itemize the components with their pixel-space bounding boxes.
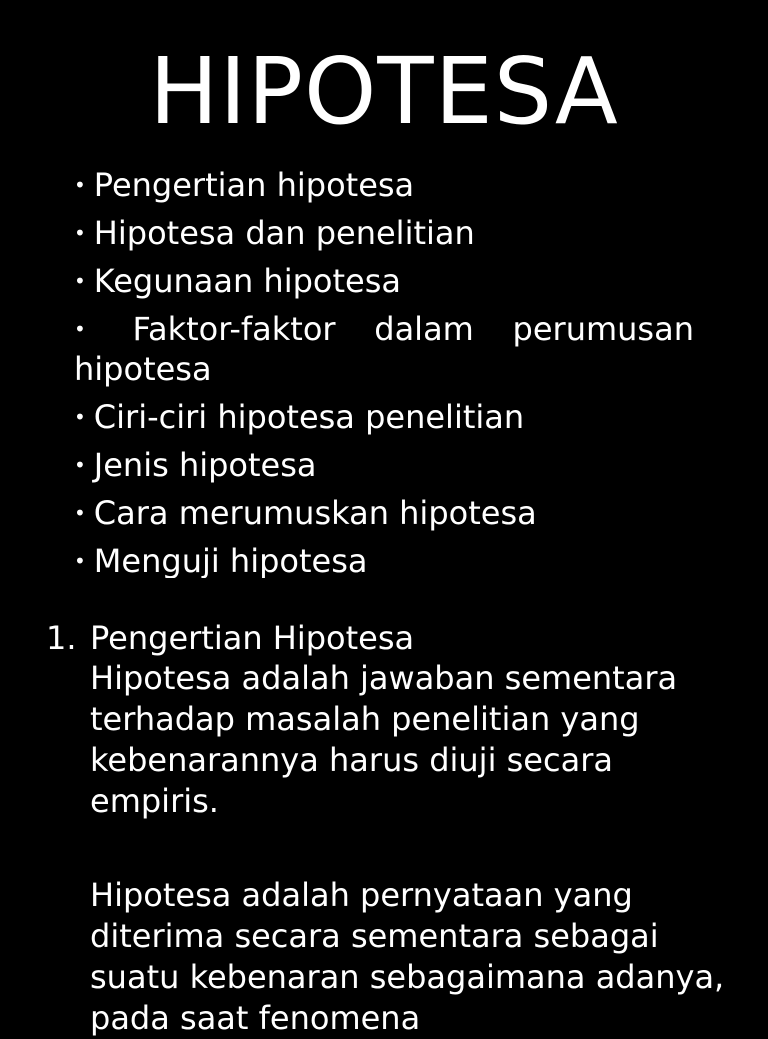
definition-paragraph: Hipotesa adalah pernyataan yang diterima secara sementara sebagai suatu kebenaran sebagaimana adanya, pada saat fenomena	[90, 876, 725, 1037]
section-title: Pengertian Hipotesa	[90, 619, 415, 657]
list-item-word: hipotesa	[74, 350, 212, 388]
slide-title: HIPOTESA	[149, 38, 619, 145]
section-number: 1.	[46, 619, 77, 657]
list-item-text: Hipotesa dan penelitian	[93, 214, 475, 252]
bullet-icon: •	[74, 269, 86, 293]
list-item-text: Cara merumuskan hipotesa	[93, 494, 537, 532]
list-item-word: Faktor-faktor	[132, 310, 336, 348]
list-item-line	[74, 309, 694, 349]
bullet-icon: •	[74, 221, 86, 245]
definition-section	[46, 618, 736, 1039]
bullet-list	[74, 165, 694, 578]
definition-paragraph: Hipotesa adalah jawaban sementara terhadap masalah penelitian yang kebenarannya harus diuji secara empiris.	[90, 659, 678, 820]
section-heading	[46, 618, 736, 658]
list-item	[74, 213, 694, 253]
list-item-word: dalam	[374, 310, 474, 348]
bullet-icon: •	[74, 453, 86, 477]
list-item	[74, 261, 694, 301]
bullet-icon: •	[74, 405, 86, 429]
bullet-icon: •	[74, 173, 86, 197]
list-item-text: Pengertian hipotesa	[93, 166, 415, 204]
list-item	[74, 309, 694, 389]
list-item	[74, 541, 694, 578]
list-item-word: perumusan	[512, 310, 694, 348]
list-item	[74, 445, 694, 485]
bullet-icon: •	[74, 549, 86, 573]
list-item	[74, 493, 694, 533]
list-item-text: Kegunaan hipotesa	[93, 262, 401, 300]
list-item-text: Jenis hipotesa	[93, 446, 317, 484]
list-item-text: Ciri-ciri hipotesa penelitian	[93, 398, 525, 436]
list-item-text: Menguji hipotesa	[93, 542, 368, 578]
bullet-icon: •	[74, 501, 86, 525]
list-item	[74, 165, 694, 205]
list-item	[74, 397, 694, 437]
bullet-icon: •	[74, 317, 86, 341]
